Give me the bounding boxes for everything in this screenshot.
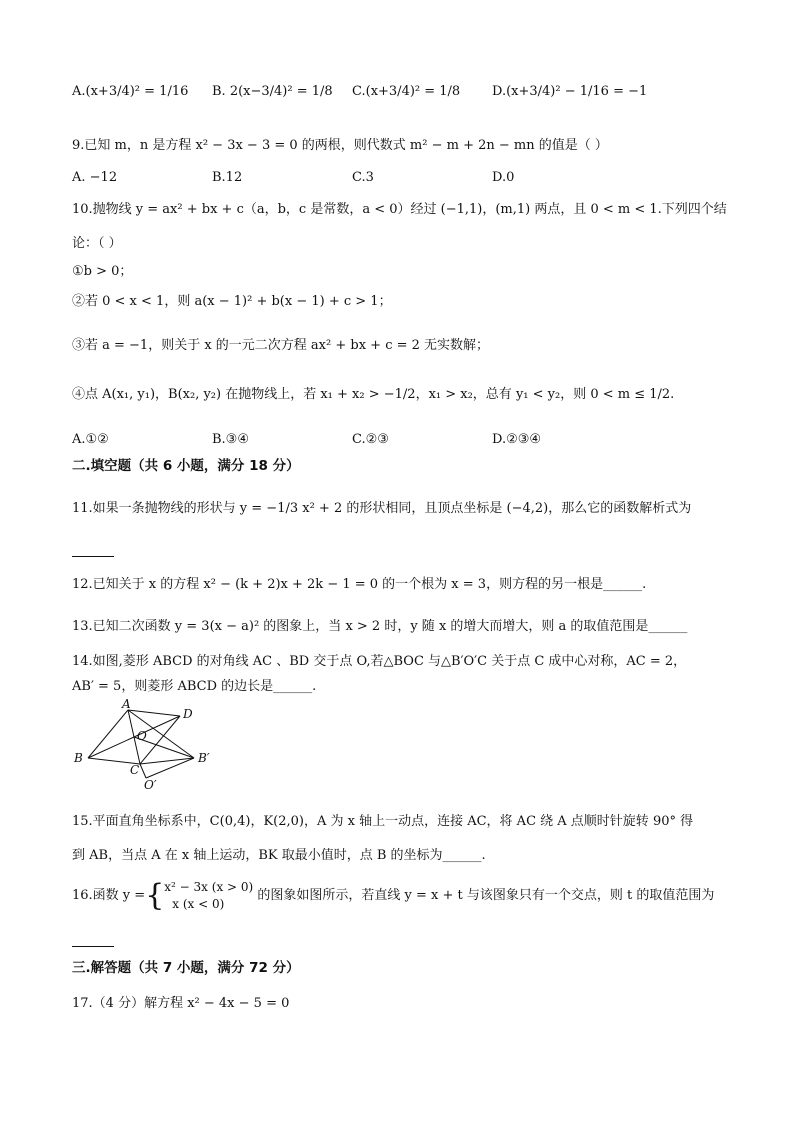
q10-stem-line2: 论：（ ） (72, 236, 122, 251)
label-b-prime: B′ (198, 751, 210, 765)
q16-case-2: x (x < 0) (172, 896, 225, 911)
q13-stem: 13.已知二次函数 y = 3(x − a)² 的图象上，当 x > 2 时，y 随 x 的增大而增大，则 a 的取值范围是______ (72, 619, 688, 634)
label-o-prime: O′ (144, 778, 157, 790)
q16-stem (72, 872, 734, 924)
q8-option-d: D.(x+3/4)² − 1/16 = −1 (492, 84, 648, 99)
section-3-title: 三.解答题（共 7 小题，满分 72 分） (72, 960, 300, 976)
label-a: A (122, 698, 131, 711)
label-d: D (183, 707, 193, 721)
q9-option-b: B.12 (212, 170, 243, 185)
q10-option-c: C.②③ (352, 432, 389, 447)
q11-stem: 11.如果一条抛物线的形状与 y = −1/3 x² + 2 的形状相同，且顶点坐标是 (−4,2)，那么它的函数解析式为 (72, 501, 692, 516)
q14-line1: 14.如图,菱形 ABCD 的对角线 AC 、BD 交于点 O,若△BOC 与△B′O′C 关于点 C 成中心对称，AC = 2， (72, 654, 687, 669)
q9-option-c: C.3 (352, 170, 374, 185)
q16-prefix: 16.函数 y = (72, 888, 146, 903)
q16-suffix: 的图象如图所示，若直线 y = x + t 与该图象只有一个交点，则 t 的取值范围为 (257, 888, 715, 903)
label-c: C (130, 763, 140, 777)
q9-option-d: D.0 (492, 170, 515, 185)
q10-statement-3: ③若 a = −1，则关于 x 的一元二次方程 ax² + bx + c = 2 无实数解； (72, 338, 490, 353)
rhombus-figure (72, 698, 222, 790)
label-b: B (74, 751, 83, 765)
q15-line1: 15.平面直角坐标系中，C(0,4)，K(2,0)，A 为 x 轴上一动点，连接 AC，将 AC 绕 A 点顺时针旋转 90° 得 (72, 814, 694, 829)
label-o: O (137, 729, 147, 743)
q11-answer-blank (72, 556, 114, 557)
q14-line2: AB′ = 5，则菱形 ABCD 的边长是______. (72, 679, 317, 694)
q10-option-b: B.③④ (212, 432, 249, 447)
q16-cases (164, 879, 253, 913)
edge-ab (88, 710, 128, 758)
q10-statement-4: ④点 A(x₁, y₁)，B(x₂, y₂) 在抛物线上，若 x₁ + x₂ > −1/2，x₁ > x₂，总有 y₁ < y₂，则 0 < m ≤ 1/2. (72, 387, 675, 402)
q8-option-b: B. 2(x−3/4)² = 1/8 (212, 84, 333, 99)
section-2-title: 二.填空题（共 6 小题，满分 18 分） (72, 458, 300, 474)
q10-option-a: A.①② (72, 432, 109, 447)
q12-stem: 12.已知关于 x 的方程 x² − (k + 2)x + 2k − 1 = 0 的一个根为 x = 3，则方程的另一根是______. (72, 577, 647, 592)
q10-option-d: D.②③④ (492, 432, 542, 447)
q9-option-a: A. −12 (72, 170, 118, 185)
rhombus-diagram (72, 698, 222, 790)
q16-answer-blank (72, 946, 114, 947)
q10-stem-line1: 10.抛物线 y = ax² + bx + c（a，b，c 是常数，a < 0）经过 (−1,1)，(m,1) 两点，且 0 < m < 1.下列四个结 (72, 202, 727, 217)
segment-c-o-prime (140, 764, 146, 778)
q8-option-a: A.(x+3/4)² = 1/16 (72, 84, 189, 99)
q16-brace: { (145, 877, 165, 913)
q17-stem: 17.（4 分）解方程 x² − 4x − 5 = 0 (72, 996, 290, 1011)
q9-stem: 9.已知 m，n 是方程 x² − 3x − 3 = 0 的两根，则代数式 m² − m + 2n − mn 的值是（ ） (72, 138, 608, 153)
q10-statement-2: ②若 0 < x < 1，则 a(x − 1)² + b(x − 1) + c > 1； (72, 294, 392, 309)
q10-statement-1: ①b > 0； (72, 264, 133, 279)
q8-option-c: C.(x+3/4)² = 1/8 (352, 84, 461, 99)
q16-case-1: x² − 3x (x > 0) (164, 879, 254, 894)
q15-line2: 到 AB，当点 A 在 x 轴上运动，BK 取最小值时，点 B 的坐标为______. (72, 848, 486, 863)
